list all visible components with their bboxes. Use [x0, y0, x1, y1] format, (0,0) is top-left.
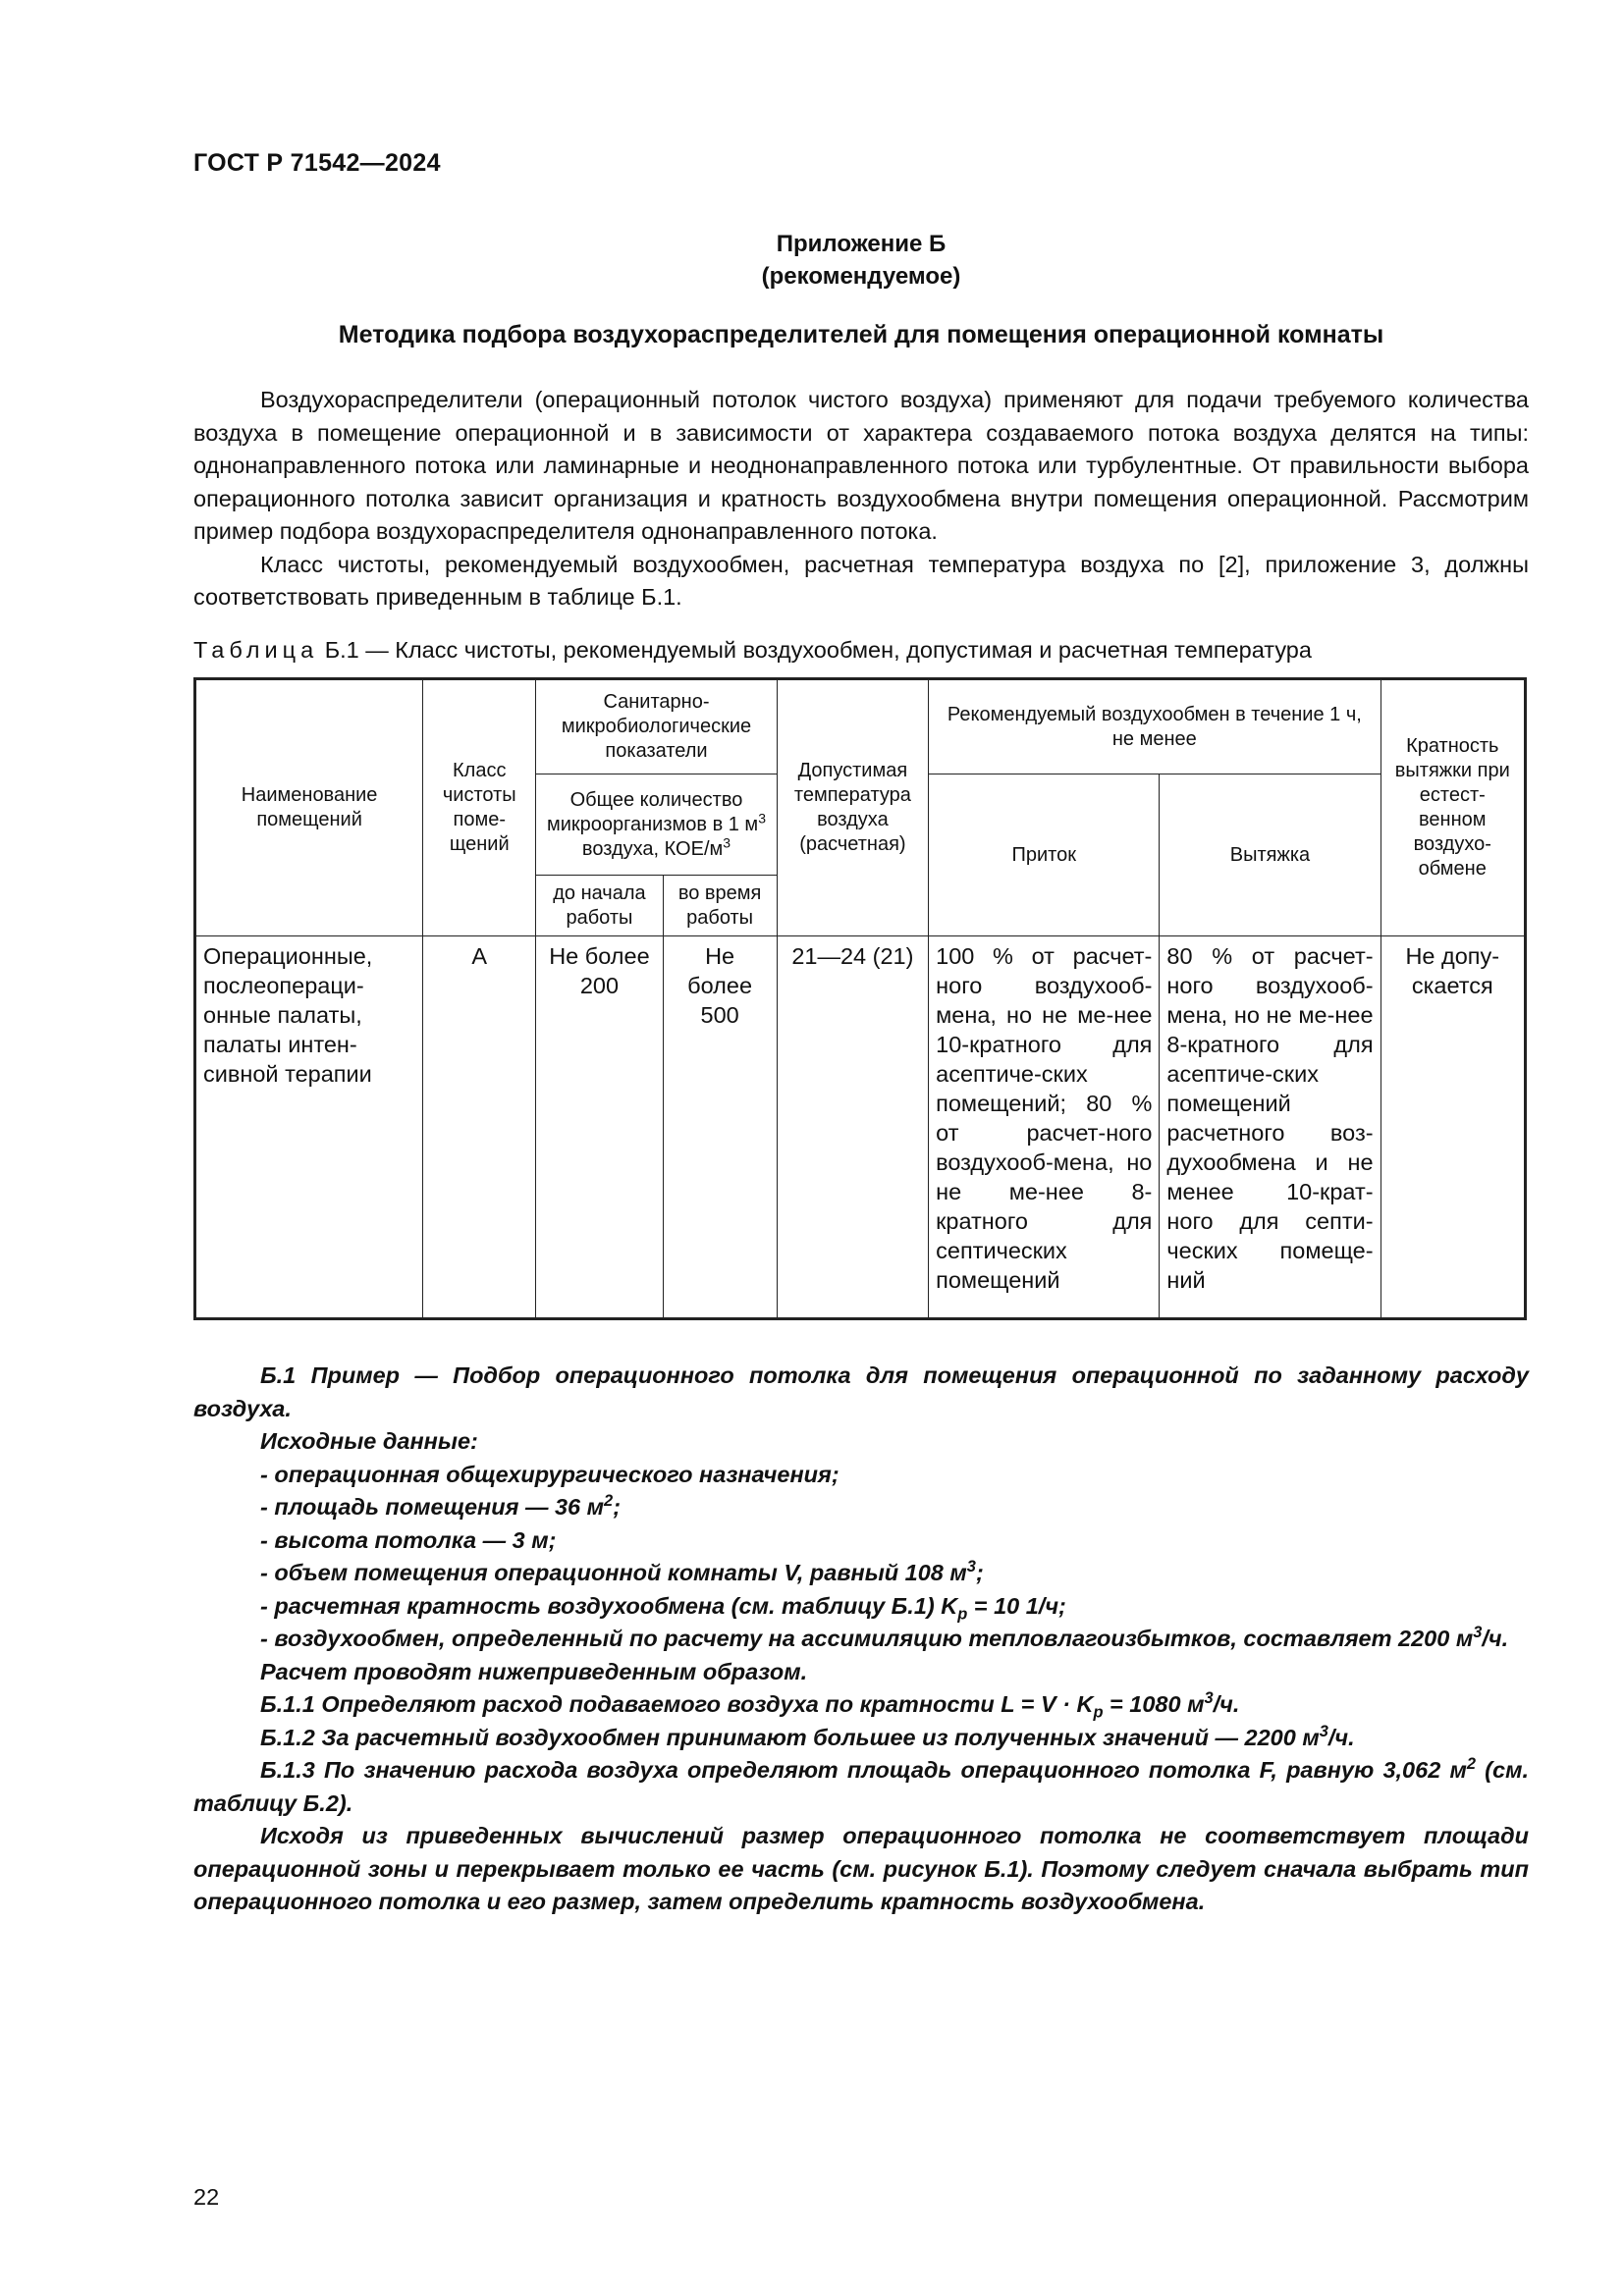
- calc-step: Б.1.3 По значению расхода воздуха определяют площадь операционного потолка F, равную 3,062 $м^2$ (см. таблицу Б.2).: [193, 1755, 1529, 1816]
- header-temperature: Допустимая температура воздуха (расчетная): [777, 679, 928, 936]
- cell-clean-class: А: [423, 936, 536, 1319]
- calc-intro: Расчет проводят нижеприведенным образом.: [260, 1658, 808, 1684]
- appendix-heading: [193, 228, 1529, 293]
- header-during-work: во время работы: [663, 876, 777, 936]
- page-number: 22: [193, 2184, 220, 2210]
- example-section: [193, 1360, 1529, 1919]
- cell-temperature: 21—24 (21): [777, 936, 928, 1319]
- cell-natural-exhaust: Не допу-скается: [1380, 936, 1525, 1319]
- cell-during-work: Не более 500: [663, 936, 777, 1319]
- table-caption: [193, 635, 1529, 665]
- source-label: Исходные данные:: [260, 1428, 478, 1454]
- table-caption-text: Б.1 — Класс чистоты, рекомендуемый воздухообмен, допустимая и расчетная температура: [324, 637, 1312, 663]
- cell-inflow: 100 % от расчет-ного воздухооб-мена, но не ме-нее 10-кратного для асептиче-ских помещений; 80 % от расчет-ного воздухооб-мена, но не ме-нее 8-кратного для септических помещений: [929, 936, 1160, 1319]
- intro-paragraph: Класс чистоты, рекомендуемый воздухообмен, расчетная температура воздуха по [2], приложение 3, должны соответствовать приведенным в таблице Б.1.: [193, 551, 1529, 610]
- section-title: Методика подбора воздухораспределителей для помещения операционной комнаты: [338, 321, 1384, 348]
- list-item: - операционная общехирургического назначения;: [260, 1461, 839, 1487]
- example-heading: Б.1 Пример — Подбор операционного потолка для помещения операционной по заданному расходу воздуха.: [193, 1362, 1529, 1421]
- header-inflow: Приток: [929, 774, 1160, 936]
- intro-text: [193, 384, 1529, 614]
- appendix-status: (рекомендуемое): [761, 263, 961, 290]
- calc-step: Б.1.2 За расчетный воздухообмен принимают большее из полученных значений — 2200 $м^3/ч$.: [260, 1722, 1355, 1750]
- calc-step: Б.1.1 Определяют расход подаваемого воздуха по кратности $L = V \cdot K_p = 1080$ $м^3/ч$.: [260, 1689, 1240, 1722]
- header-sanitary: Санитарно-микробиологические показатели: [536, 679, 777, 774]
- list-item: - объем помещения операционной комнаты V, равный 108 $м^3$;: [260, 1558, 984, 1585]
- document-header: ГОСТ Р 71542—2024: [193, 149, 441, 177]
- list-item: - расчетная кратность воздухообмена (см. таблицу Б.1) $K_p = 10$ 1/ч;: [260, 1592, 1066, 1624]
- cell-exhaust: 80 % от расчет-ного воздухооб-мена, но не ме-нее 8-кратного для асептиче-ских помещений расчетного воз-духообмена и не менее 10-крат-ного для септи-ческих помеще-ний: [1160, 936, 1380, 1319]
- list-item: - площадь помещения — 36 $м^2$;: [260, 1492, 622, 1520]
- cell-room-name: Операционные, послеопераци-онные палаты, палаты интен-сивной терапии: [195, 936, 423, 1319]
- header-microbes: Общее количество микроорганизмов в 1 $м^3$ воздуха, КОЕ/$м^3$: [536, 774, 777, 876]
- list-item: - воздухообмен, определенный по расчету на ассимиляцию тепловлагоизбытков, составляет 2200 $м^3/ч$.: [260, 1624, 1509, 1651]
- header-clean-class: Класс чистоты поме-щений: [423, 679, 536, 936]
- header-room-name: Наименование помещений: [195, 679, 423, 936]
- intro-paragraph: Воздухораспределители (операционный потолок чистого воздуха) применяют для подачи требуемого количества воздуха в помещение операционной и в зависимости от характера создаваемого потока воздуха делятся на типы: однонаправленного потока или ламинарные и неоднонаправленного потока или турбулентные. От правильности выбора операционного потолка зависит организация и кратность воздухообмена внутри помещения операционной. Рассмотрим пример подбора воздухораспределителя однонаправленного потока.: [193, 387, 1529, 544]
- table-caption-label: Таблица: [193, 637, 319, 663]
- header-exhaust: Вытяжка: [1160, 774, 1380, 936]
- conclusion: Исходя из приведенных вычислений размер операционного потолка не соответствует площади операционной зоны и перекрывает только ее часть (см. рисунок Б.1). Поэтому следует сначала выбрать тип операционного потолка и его размер, затем определить кратность воздухообмена.: [193, 1823, 1529, 1914]
- requirements-table: [193, 677, 1527, 1320]
- header-recommended-exchange: Рекомендуемый воздухообмен в течение 1 ч, не менее: [929, 679, 1380, 774]
- appendix-label: Приложение Б: [776, 231, 947, 257]
- header-before-work: до начала работы: [536, 876, 663, 936]
- header-natural-exhaust: Кратность вытяжки при естест-венном воздухо-обмене: [1380, 679, 1525, 936]
- list-item: - высота потолка — 3 м;: [260, 1526, 557, 1553]
- cell-before-work: Не более 200: [536, 936, 663, 1319]
